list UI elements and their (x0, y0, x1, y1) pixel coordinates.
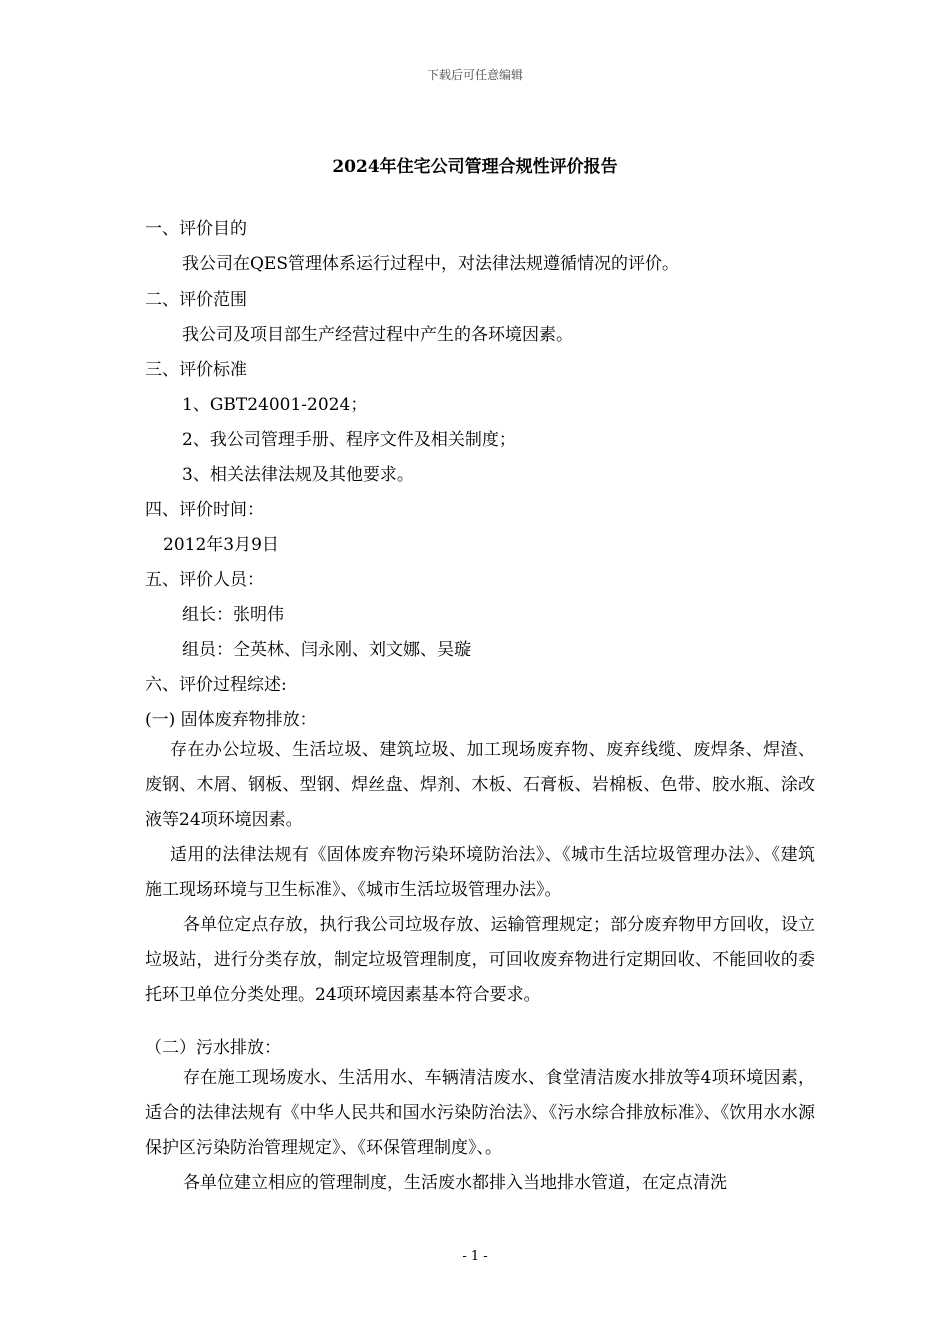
page-header: 下载后可任意编辑 (426, 68, 523, 82)
solid-waste-factors-paragraph: 存在办公垃圾、生活垃圾、建筑垃圾、加工现场废弃物、废弃线缆、废焊条、焊渣、废钢、木屑、钢板、型钢、焊丝盘、焊剂、木板、石膏板、岩棉板、色带、胶水瓶、涂改液等24项环境因素。 (145, 740, 815, 830)
section-2-content: 我公司及项目部生产经营过程中产生的各环境因素。 (182, 325, 573, 345)
section-5-heading: 五、评价人员： (145, 570, 264, 590)
standard-item: 3、相关法律法规及其他要求。 (182, 465, 414, 485)
subsection-1-heading: (一) 固体废弃物排放： (145, 710, 317, 730)
section-1-heading: 一、评价目的 (145, 219, 247, 239)
team-members: 组员：仝英林、闫永刚、刘文娜、吴璇 (182, 640, 471, 660)
standard-item: 2、我公司管理手册、程序文件及相关制度； (182, 430, 516, 450)
solid-waste-laws-paragraph: 适用的法律法规有《固体废弃物污染环境防治法》、《城市生活垃圾管理办法》、《建筑施工现场环境与卫生标准》、《城市生活垃圾管理办法》。 (145, 845, 815, 900)
standard-item: 1、GBT24001-2024； (182, 395, 368, 415)
section-6-heading: 六、评价过程综述: (145, 675, 287, 695)
section-3-heading: 三、评价标准 (145, 360, 247, 380)
section-4-heading: 四、评价时间： (145, 500, 264, 520)
section-1-content: 我公司在QES管理体系运行过程中，对法律法规遵循情况的评价。 (182, 254, 679, 274)
document-title: 2024年住宅公司管理合规性评价报告 (332, 157, 618, 177)
page-number: - 1 - (462, 1249, 488, 1264)
solid-waste-management-paragraph: 各单位定点存放，执行我公司垃圾存放、运输管理规定；部分废弃物甲方回收，设立垃圾站，进行分类存放，制定垃圾管理制度，可回收废弃物进行定期回收、不能回收的委托环卫单位分类处理。24项环境因素基本符合要求。 (145, 915, 815, 1005)
section-2-heading: 二、评价范围 (145, 290, 247, 310)
team-leader: 组长：张明伟 (182, 605, 284, 625)
sewage-factors-paragraph: 存在施工现场废水、生活用水、车辆清洁废水、食堂清洁废水排放等4项环境因素，适合的法律法规有《中华人民共和国水污染防治法》、《污水综合排放标准》、《饮用水水源保护区污染防治管理规定》、《环保管理制度》、。 (145, 1068, 815, 1158)
sewage-management-paragraph: 各单位建立相应的管理制度，生活废水都排入当地排水管道，在定点清洗 (183, 1173, 727, 1193)
evaluation-date: 2012年3月9日 (163, 535, 279, 555)
subsection-2-heading: （二）污水排放： (145, 1038, 281, 1058)
